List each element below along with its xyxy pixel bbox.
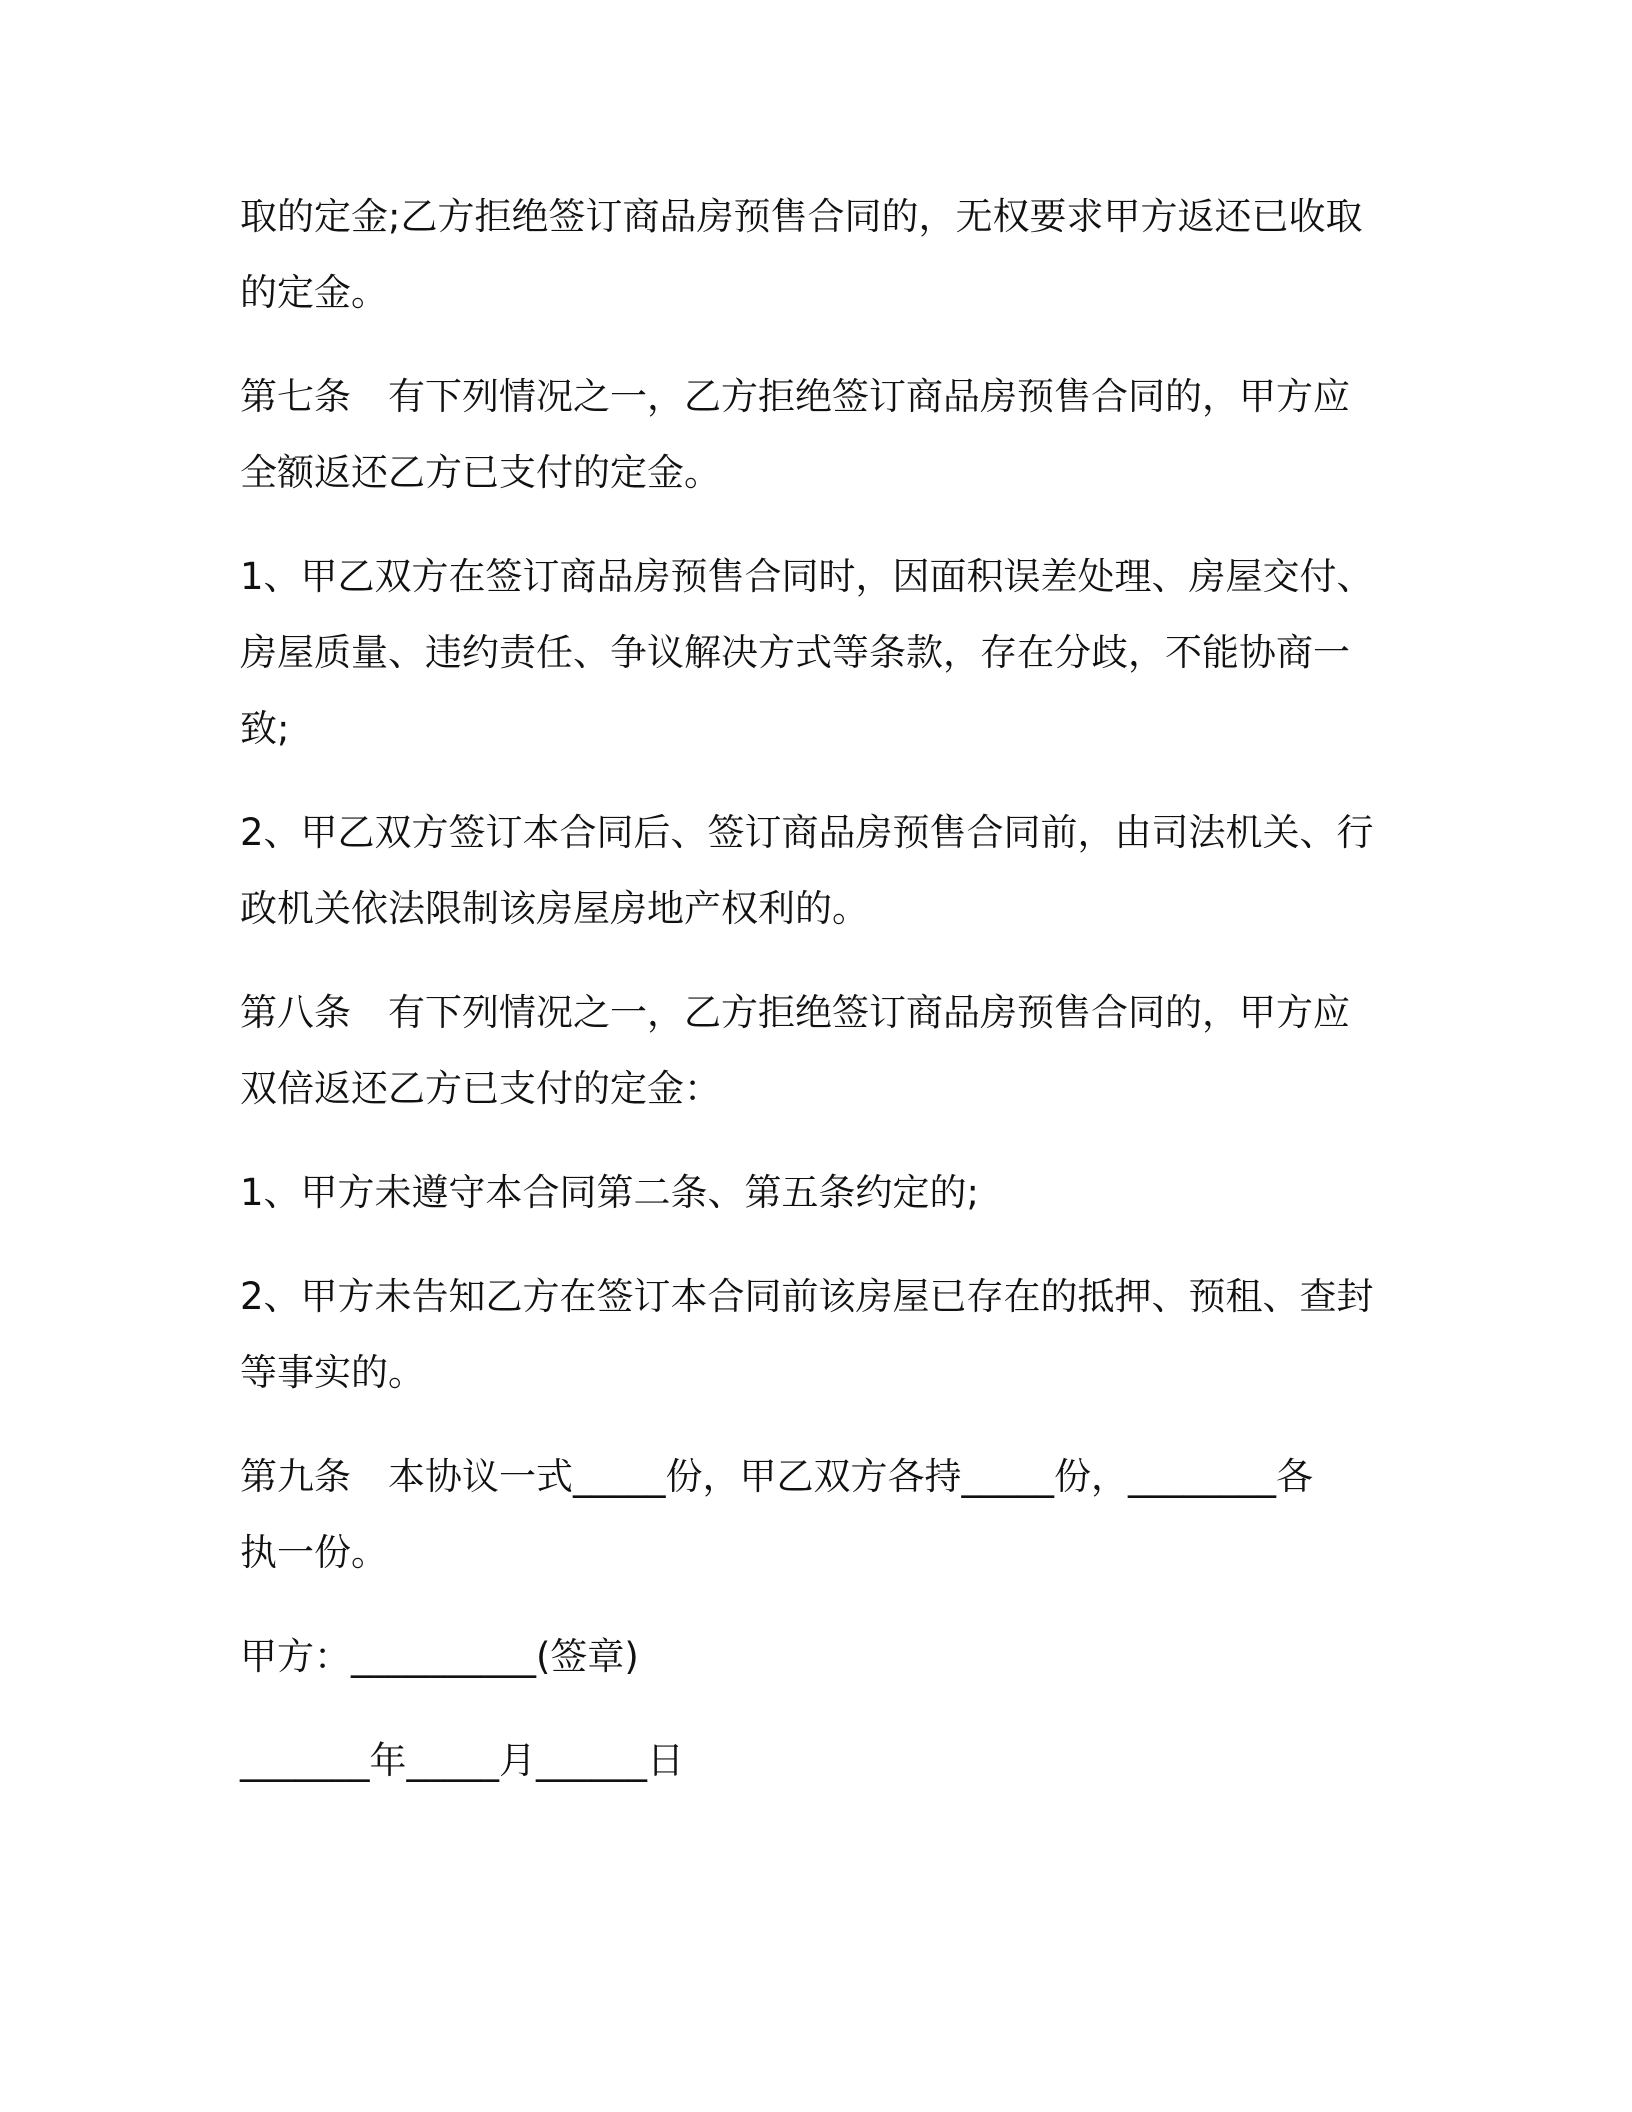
text-line: 2、甲乙双方签订本合同后、签订商品房预售合同前，由司法机关、行 xyxy=(240,811,1374,854)
text-line: 1、甲方未遵守本合同第二条、第五条约定的; xyxy=(240,1171,980,1214)
text-line: 2、甲方未告知乙方在签订本合同前该房屋已存在的抵押、预租、查封 xyxy=(240,1275,1374,1318)
paragraph-article-9 xyxy=(240,1439,1400,1591)
text-line: 甲方：__________(签章) xyxy=(240,1635,639,1678)
paragraph-article-8-item-1 xyxy=(240,1155,1400,1231)
signature-party-a xyxy=(240,1619,1400,1695)
text-line: 双倍返还乙方已支付的定金： xyxy=(240,1067,721,1110)
text-line: 取的定金;乙方拒绝签订商品房预售合同的，无权要求甲方返还已收取 xyxy=(240,195,1363,238)
paragraph-article-7-item-2 xyxy=(240,795,1400,947)
text-line: 的定金。 xyxy=(240,271,388,314)
document-page xyxy=(240,179,1400,1827)
text-line: 第七条 有下列情况之一，乙方拒绝签订商品房预售合同的，甲方应 xyxy=(240,375,1350,418)
text-line: 1、甲乙双方在签订商品房预售合同时，因面积误差处理、房屋交付、 xyxy=(240,555,1374,598)
text-line: 等事实的。 xyxy=(240,1351,425,1394)
text-line: 第九条 本协议一式_____份，甲乙双方各持_____份，________各 xyxy=(240,1455,1313,1498)
text-line: 致; xyxy=(240,707,290,750)
paragraph-article-7 xyxy=(240,359,1400,511)
text-line: 政机关依法限制该房屋房地产权利的。 xyxy=(240,887,869,930)
paragraph-article-7-item-1 xyxy=(240,539,1400,767)
text-line: 房屋质量、违约责任、争议解决方式等条款，存在分歧，不能协商一 xyxy=(240,631,1350,674)
text-line: _______年_____月______日 xyxy=(240,1739,684,1782)
text-line: 执一份。 xyxy=(240,1531,388,1574)
text-line: 全额返还乙方已支付的定金。 xyxy=(240,451,721,494)
paragraph-article-6-continued xyxy=(240,179,1400,331)
text-line: 第八条 有下列情况之一，乙方拒绝签订商品房预售合同的，甲方应 xyxy=(240,991,1350,1034)
paragraph-article-8-item-2 xyxy=(240,1259,1400,1411)
signature-date xyxy=(240,1723,1400,1799)
paragraph-article-8 xyxy=(240,975,1400,1127)
